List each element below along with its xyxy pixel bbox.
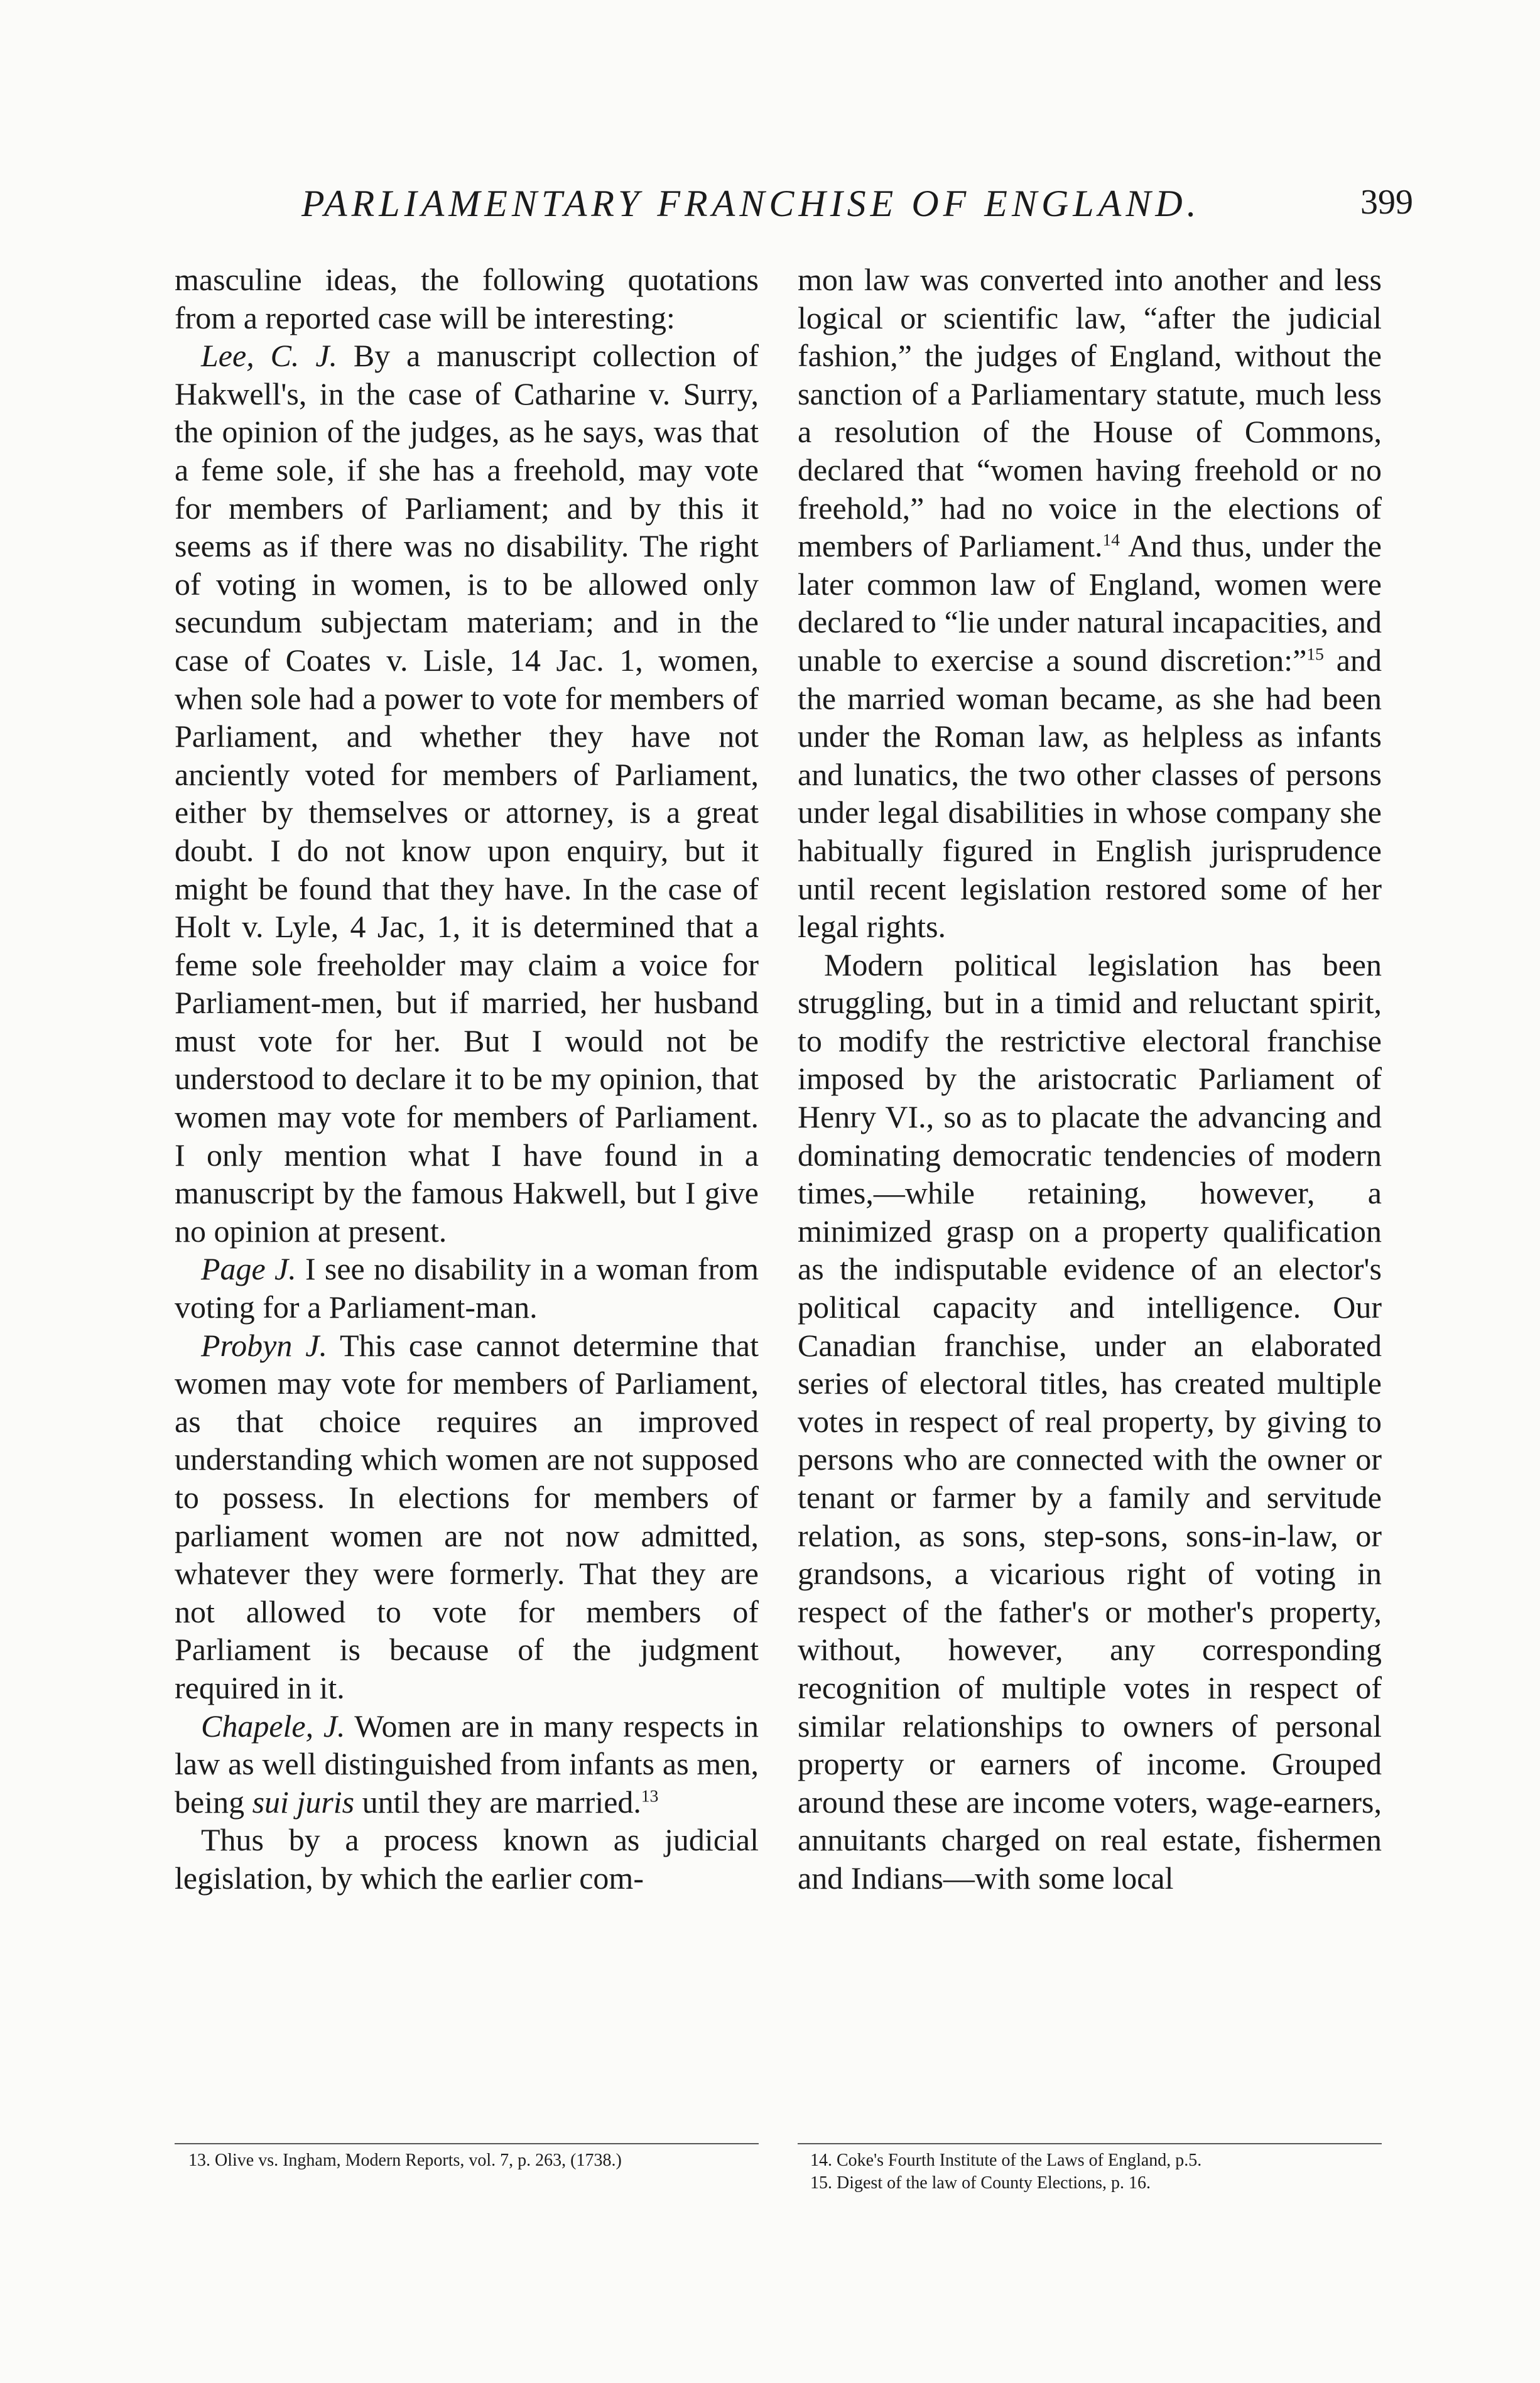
paragraph-common-law xyxy=(798,261,1382,946)
probyn-opinion-text: This case cannot determine that women may vote for members of Parliament, as that choice requires an improved understanding which women are not supposed to possess. In elections for members of parliament women are not now admitted, whatever they were formerly. That they are not allowed to vote for members of Parliament is because of the judgment required in it. xyxy=(175,1327,759,1705)
common-law-text-c: and the married woman became, as she had been under the Roman law, as helpless as infants and lunatics, the two other classes of persons under legal disabilities in whose company she habitually figured in English jurisprudence until recent legislation restored some of her legal rights. xyxy=(798,642,1382,945)
page-header xyxy=(188,182,1413,232)
lee-opinion-text: By a manuscript collection of Hakwell's, in the case of Catharine v. Surry, the opinion of the judges, as he says, was that a feme sole, if she has a freehold, may vote for members of Parliament; and by this it seems as if there was no disability. The right of voting in women, is to be allowed only secundum subjectam materiam; and in the case of Coates v. Lisle, 14 Jac. 1, women, when sole had a power to vote for members of Parliament, and whether they have not anciently voted for members of Parliament, either by themselves or attorney, is a great doubt. I do not know upon enquiry, but it might be found that they have. In the case of Holt v. Lyle, 4 Jac, 1, it is determined that a feme sole freeholder may claim a voice for Parliament-men, but if married, her husband must vote for her. But I would not be understood to declare it to be my opinion, that women may vote for members of Parliament. I only mention what I have found in a manuscript by the famous Hakwell, but I give no opinion at present. xyxy=(175,338,759,1249)
footnotes-left xyxy=(188,2149,773,2172)
footnote-14: 14. Coke's Fourth Institute of the Laws of England, p.5. xyxy=(810,2151,1202,2170)
judge-name-chapele: Chapele, J. xyxy=(201,1708,345,1744)
footnote-13: 13. Olive vs. Ingham, Modern Reports, vol. 7, p. 263, (1738.) xyxy=(188,2151,622,2170)
common-law-text-b: And thus, under the later common law of England, women were declared to “lie under natural incapacities, and unable to exercise a sound discretion:” xyxy=(798,528,1382,678)
paragraph-intro: masculine ideas, the following quotations from a reported case will be interesting: xyxy=(175,262,759,335)
page-opinion-text: I see no disability in a woman from voting for a Parliament-man. xyxy=(175,1251,759,1325)
judge-name-lee: Lee, C. J. xyxy=(201,338,338,374)
running-title: PARLIAMENTARY FRANCHISE OF ENGLAND. xyxy=(301,183,1201,224)
latin-phrase: sui juris xyxy=(252,1784,355,1820)
chapele-opinion-end: until they are married. xyxy=(354,1784,641,1820)
footnote-ref-14: 14 xyxy=(1102,529,1120,550)
page-number: 399 xyxy=(1360,183,1413,222)
left-column xyxy=(175,261,759,1897)
paragraph-modern-legislation: Modern political legislation has been struggling, but in a timid and reluctant spirit, to modify the restrictive electoral franchise imposed by the aristocratic Parliament of Henry VI., so as to placate the advancing and dominating democratic tendencies of modern times,—while retaining, however, a minimized grasp on a property qualification as the indisputable evidence of an elector's political capacity and intelligence. Our Canadian franchise, under an elaborated series of electoral titles, has created multiple votes in respect of real property, by giving to persons who are connected with the owner or tenant or farmer by a family and servitude relation, as sons, step-sons, sons-in-law, or grandsons, a vicarious right of voting in respect of the father's or mother's property, without, however, any corresponding recognition of multiple votes in respect of similar relationships to owners of personal property or earners of income. Grouped around these are income voters, wage-earners, annuitants charged on real estate, fishermen and Indians—with some local xyxy=(798,947,1382,1896)
footnote-ref-13: 13 xyxy=(641,1786,659,1806)
paragraph-lee xyxy=(175,337,759,1250)
common-law-text-a: mon law was converted into another and less logical or scientific law, “after the judicial fashion,” the judges of England, without the sanction of a Parliamentary statute, much less a resolution of the House of Commons, declared that “women having freehold or no freehold,” had no voice in the elections of members of Parliament. xyxy=(798,262,1382,564)
paragraph-page xyxy=(175,1250,759,1326)
footnote-ref-15: 15 xyxy=(1306,644,1324,664)
judge-name-page: Page J. xyxy=(201,1251,296,1287)
footnotes-right xyxy=(810,2149,1394,2195)
paragraph-judicial-legislation: Thus by a process known as judicial legislation, by which the earlier com- xyxy=(175,1822,759,1896)
right-column xyxy=(798,261,1382,1897)
judge-name-probyn: Probyn J. xyxy=(201,1327,327,1363)
footnote-divider-right xyxy=(798,2143,1382,2144)
chapele-opinion-text: Women are in many respects in law as well distinguished from infants as men, being xyxy=(175,1708,759,1820)
footnote-divider-left xyxy=(175,2143,759,2144)
footnote-15: 15. Digest of the law of County Elections, p. 16. xyxy=(810,2173,1151,2193)
paragraph-chapele xyxy=(175,1707,759,1821)
paragraph-probyn xyxy=(175,1327,759,1707)
